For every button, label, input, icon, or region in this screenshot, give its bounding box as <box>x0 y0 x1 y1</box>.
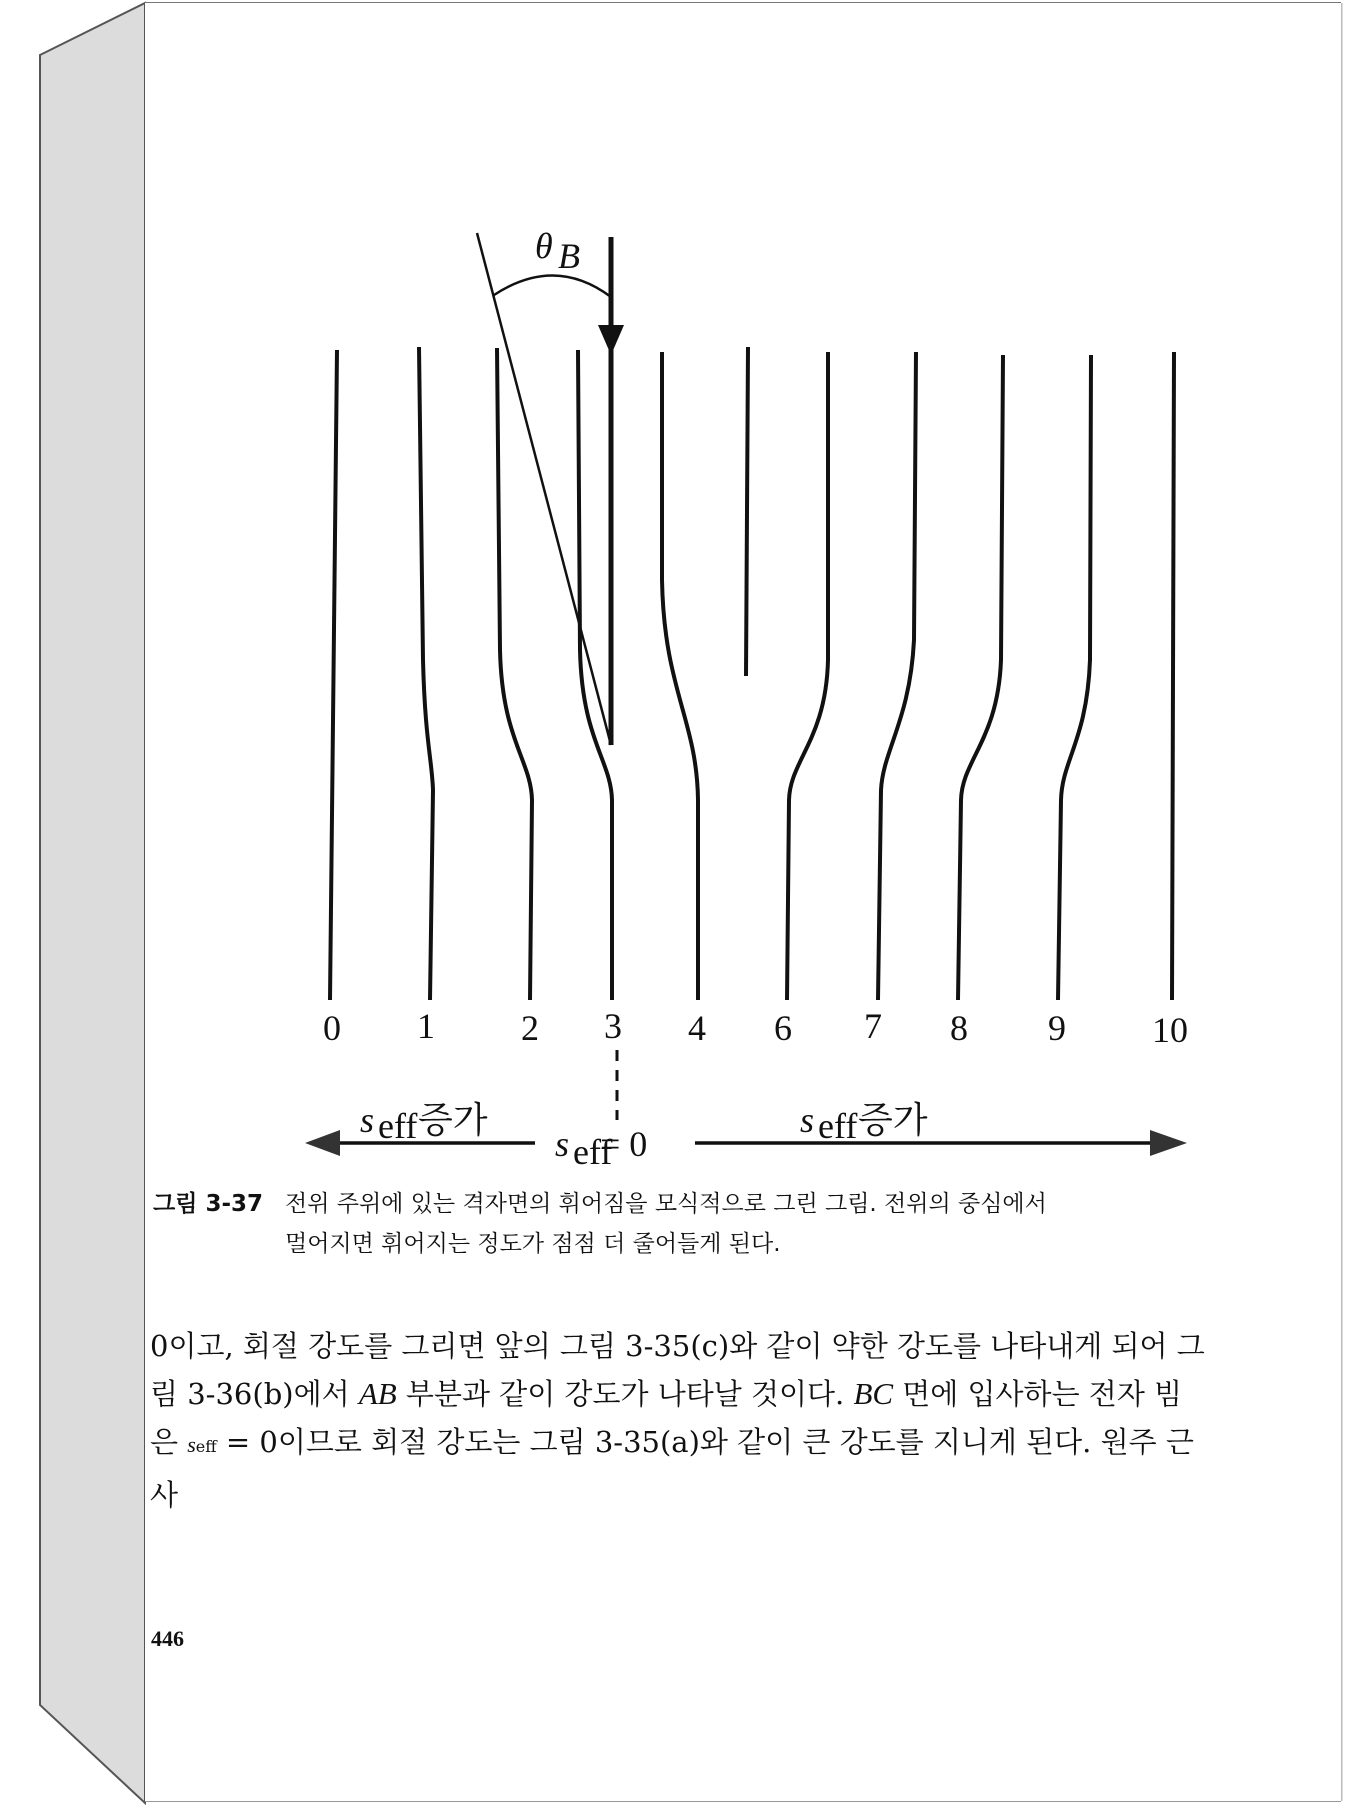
plane-label: 0 <box>323 1008 341 1048</box>
lattice-plane-9 <box>1058 355 1091 1000</box>
body-paragraph <box>150 1322 1210 1519</box>
lattice-plane-1 <box>419 347 433 1000</box>
lattice-plane-10 <box>1172 352 1174 1000</box>
page-number: 446 <box>151 1626 184 1651</box>
angle-label <box>535 226 580 276</box>
svg-text:eff: eff <box>573 1132 613 1172</box>
svg-text:증가: 증가 <box>418 1100 488 1141</box>
svg-text:증가: 증가 <box>858 1100 928 1141</box>
text-run: = 0이므로 회절 강도는 그림 3-35(a)와 같이 큰 강도를 지니게 된다. 원주 근사 <box>150 1425 1194 1512</box>
plane-label: 8 <box>950 1008 968 1048</box>
plane-label: 2 <box>521 1008 539 1048</box>
plane-label: 4 <box>688 1008 706 1048</box>
lattice-plane-8 <box>958 355 1003 1000</box>
figure-caption <box>153 1184 1193 1264</box>
text-run-subscript: eff <box>195 1437 217 1456</box>
lattice-plane-4 <box>662 352 698 1000</box>
svg-text:θ: θ <box>535 226 553 266</box>
seff-zero-label <box>555 1124 647 1172</box>
plane-number-labels <box>323 1006 1188 1050</box>
svg-text:= 0: = 0 <box>600 1124 648 1164</box>
text-run: 부분과 같이 강도가 나타날 것이다. <box>396 1377 854 1411</box>
svg-text:s: s <box>360 1100 375 1140</box>
bragg-angle-arc <box>494 275 611 297</box>
svg-text:s: s <box>555 1124 570 1164</box>
svg-text:B: B <box>558 236 580 276</box>
text-run-italic: AB <box>358 1376 397 1411</box>
plane-label: 6 <box>774 1008 792 1048</box>
lattice-plane-3 <box>578 350 612 1000</box>
plane-label: 10 <box>1152 1010 1188 1050</box>
svg-text:s: s <box>800 1100 815 1140</box>
plane-label: 7 <box>864 1006 882 1046</box>
right-arrowhead <box>1150 1130 1187 1156</box>
caption-label: 그림 3-37 <box>153 1191 263 1217</box>
caption-text: 전위 주위에 있는 격자면의 휘어짐을 모식적으로 그린 그림. 전위의 중심에서 멀어지면 휘어지는 정도가 점점 더 줄어들게 된다. <box>285 1191 1047 1257</box>
plane-label: 3 <box>604 1006 622 1046</box>
svg-text:eff: eff <box>818 1106 858 1146</box>
plane-label: 9 <box>1048 1008 1066 1048</box>
text-run: 면에 입사하는 전자 빔은 <box>150 1377 1183 1459</box>
lattice-plane-6 <box>787 352 828 1000</box>
lattice-plane-7 <box>878 352 916 1000</box>
lattice-plane-5-terminating <box>746 347 748 676</box>
beam-arrowhead <box>598 325 624 355</box>
right-seff-increase-label <box>800 1100 928 1146</box>
text-run-italic: BC <box>853 1376 894 1411</box>
text-run-italic: s <box>187 1432 196 1457</box>
svg-text:eff: eff <box>378 1106 418 1146</box>
left-arrowhead <box>305 1130 340 1156</box>
lattice-plane-0 <box>330 350 337 1000</box>
lattice-plane-2 <box>497 348 532 1000</box>
text-run: 0이고, 회절 강도를 그리면 앞의 그림 3-35(c)와 같이 약한 강도를 나타내게 되어 그림 3-36(b)에서 <box>150 1329 1205 1411</box>
plane-label: 1 <box>417 1006 435 1046</box>
left-seff-increase-label <box>360 1100 488 1146</box>
